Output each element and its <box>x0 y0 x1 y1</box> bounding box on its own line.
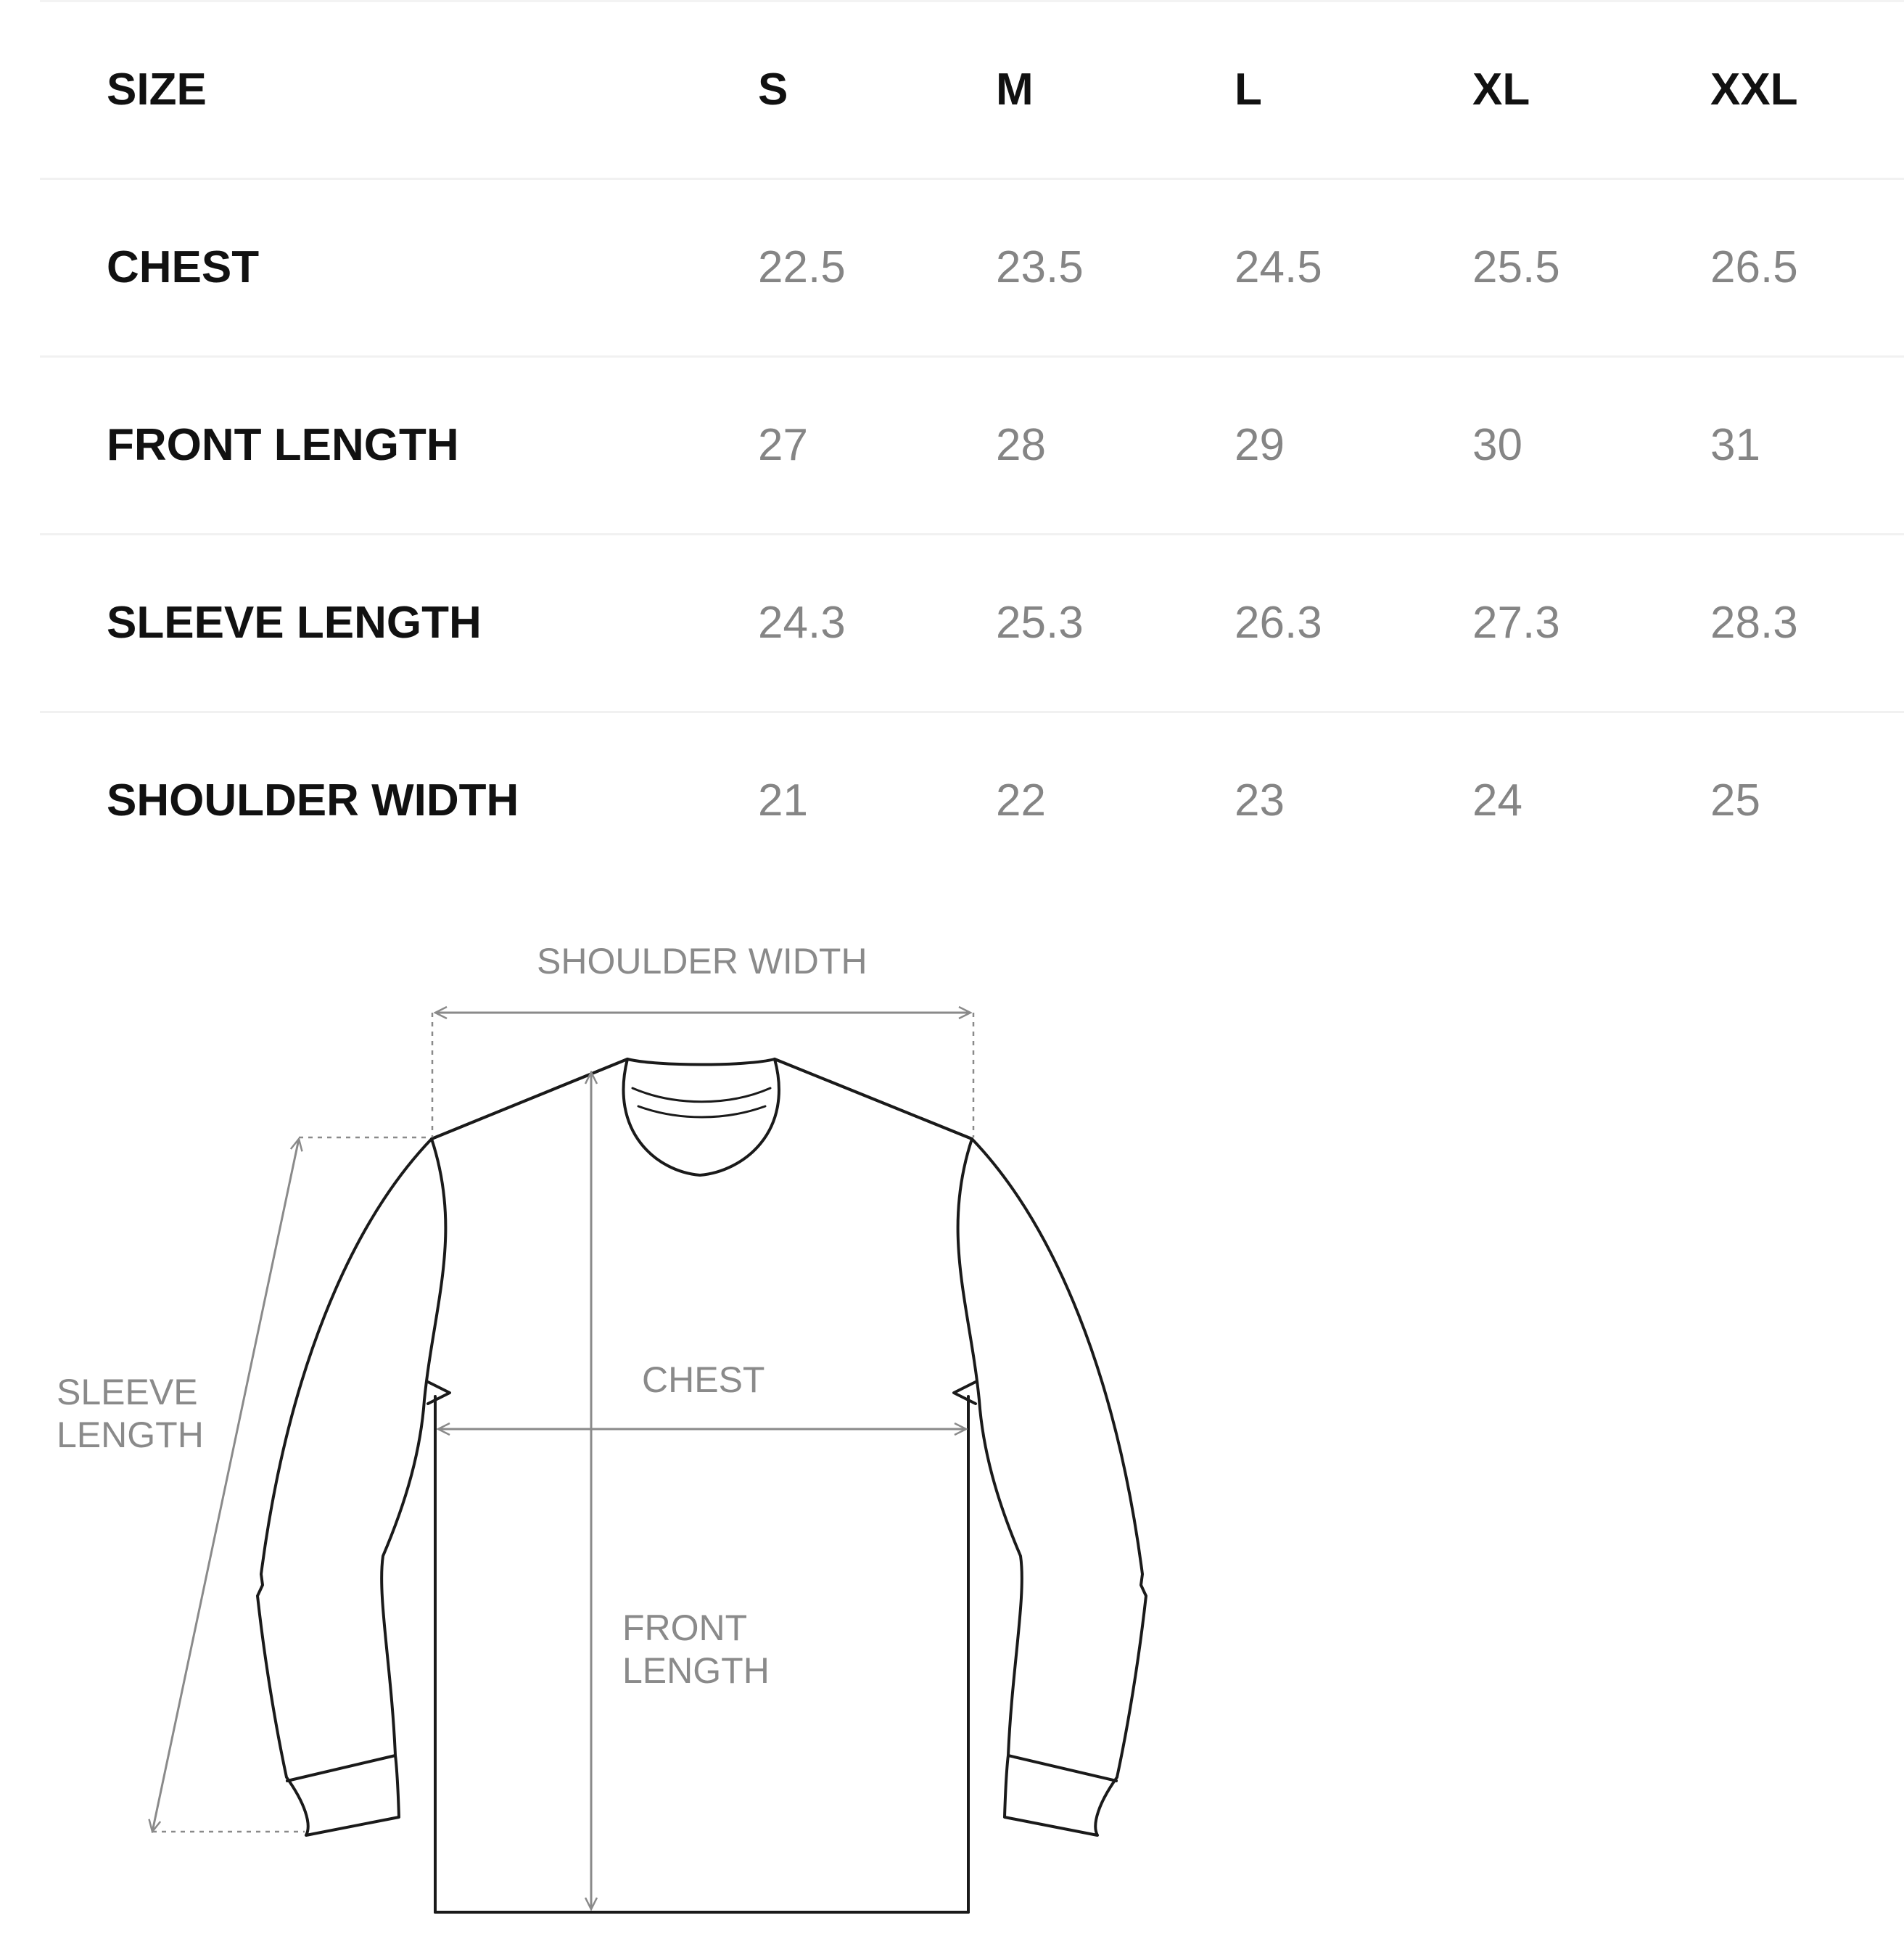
sleeve-length-diagram-label-line2: LENGTH <box>57 1415 204 1455</box>
shoulder-width-value-s: 21 <box>758 775 808 826</box>
chest-value-s: 22.5 <box>758 242 846 292</box>
chest-row <box>40 180 1904 358</box>
front-length-value-l: 29 <box>1235 420 1285 470</box>
chest-value-xl: 25.5 <box>1472 242 1560 292</box>
sleeve-length-value-s: 24.3 <box>758 598 846 648</box>
front-length-row <box>40 358 1904 535</box>
sleeve-length-row <box>40 535 1904 713</box>
front-length-diagram-label-line1: FRONT <box>622 1608 748 1648</box>
chest-value-l: 24.5 <box>1235 242 1322 292</box>
size-header-s: S <box>758 65 788 115</box>
front-length-diagram-label-line2: LENGTH <box>622 1650 770 1691</box>
front-length-value-m: 28 <box>996 420 1046 470</box>
chest-diagram-label: CHEST <box>642 1359 765 1400</box>
measurement-diagram <box>0 900 1233 1947</box>
shoulder-width-diagram-label: SHOULDER WIDTH <box>537 941 867 981</box>
shoulder-width-value-xxl: 25 <box>1710 775 1760 826</box>
size-chart-table <box>40 0 1904 889</box>
sleeve-length-value-xxl: 28.3 <box>1710 598 1798 648</box>
sleeve-length-indicator <box>152 1137 431 1832</box>
front-length-row-label: FRONT LENGTH <box>107 420 459 470</box>
shoulder-width-row <box>40 713 1904 889</box>
size-header-label: SIZE <box>107 65 207 115</box>
shoulder-width-indicator <box>432 1013 973 1137</box>
size-header-l: L <box>1235 65 1262 115</box>
shoulder-width-value-l: 23 <box>1235 775 1285 826</box>
sleeve-length-diagram-label-line1: SLEEVE <box>57 1372 198 1412</box>
size-header-m: M <box>996 65 1034 115</box>
front-length-value-xxl: 31 <box>1710 420 1760 470</box>
chest-value-xxl: 26.5 <box>1710 242 1798 292</box>
shoulder-width-row-label: SHOULDER WIDTH <box>107 775 519 826</box>
size-header-row <box>40 2 1904 180</box>
chest-row-label: CHEST <box>107 242 260 292</box>
chest-value-m: 23.5 <box>996 242 1084 292</box>
front-length-value-xl: 30 <box>1472 420 1522 470</box>
tee-body-outline <box>257 1059 1146 1912</box>
size-header-xl: XL <box>1472 65 1530 115</box>
size-header-xxl: XXL <box>1710 65 1798 115</box>
shoulder-width-value-xl: 24 <box>1472 775 1522 826</box>
sleeve-length-row-label: SLEEVE LENGTH <box>107 598 482 648</box>
front-length-value-s: 27 <box>758 420 808 470</box>
shoulder-width-value-m: 22 <box>996 775 1046 826</box>
sleeve-length-value-xl: 27.3 <box>1472 598 1560 648</box>
sleeve-length-value-m: 25.3 <box>996 598 1084 648</box>
sleeve-length-value-l: 26.3 <box>1235 598 1322 648</box>
